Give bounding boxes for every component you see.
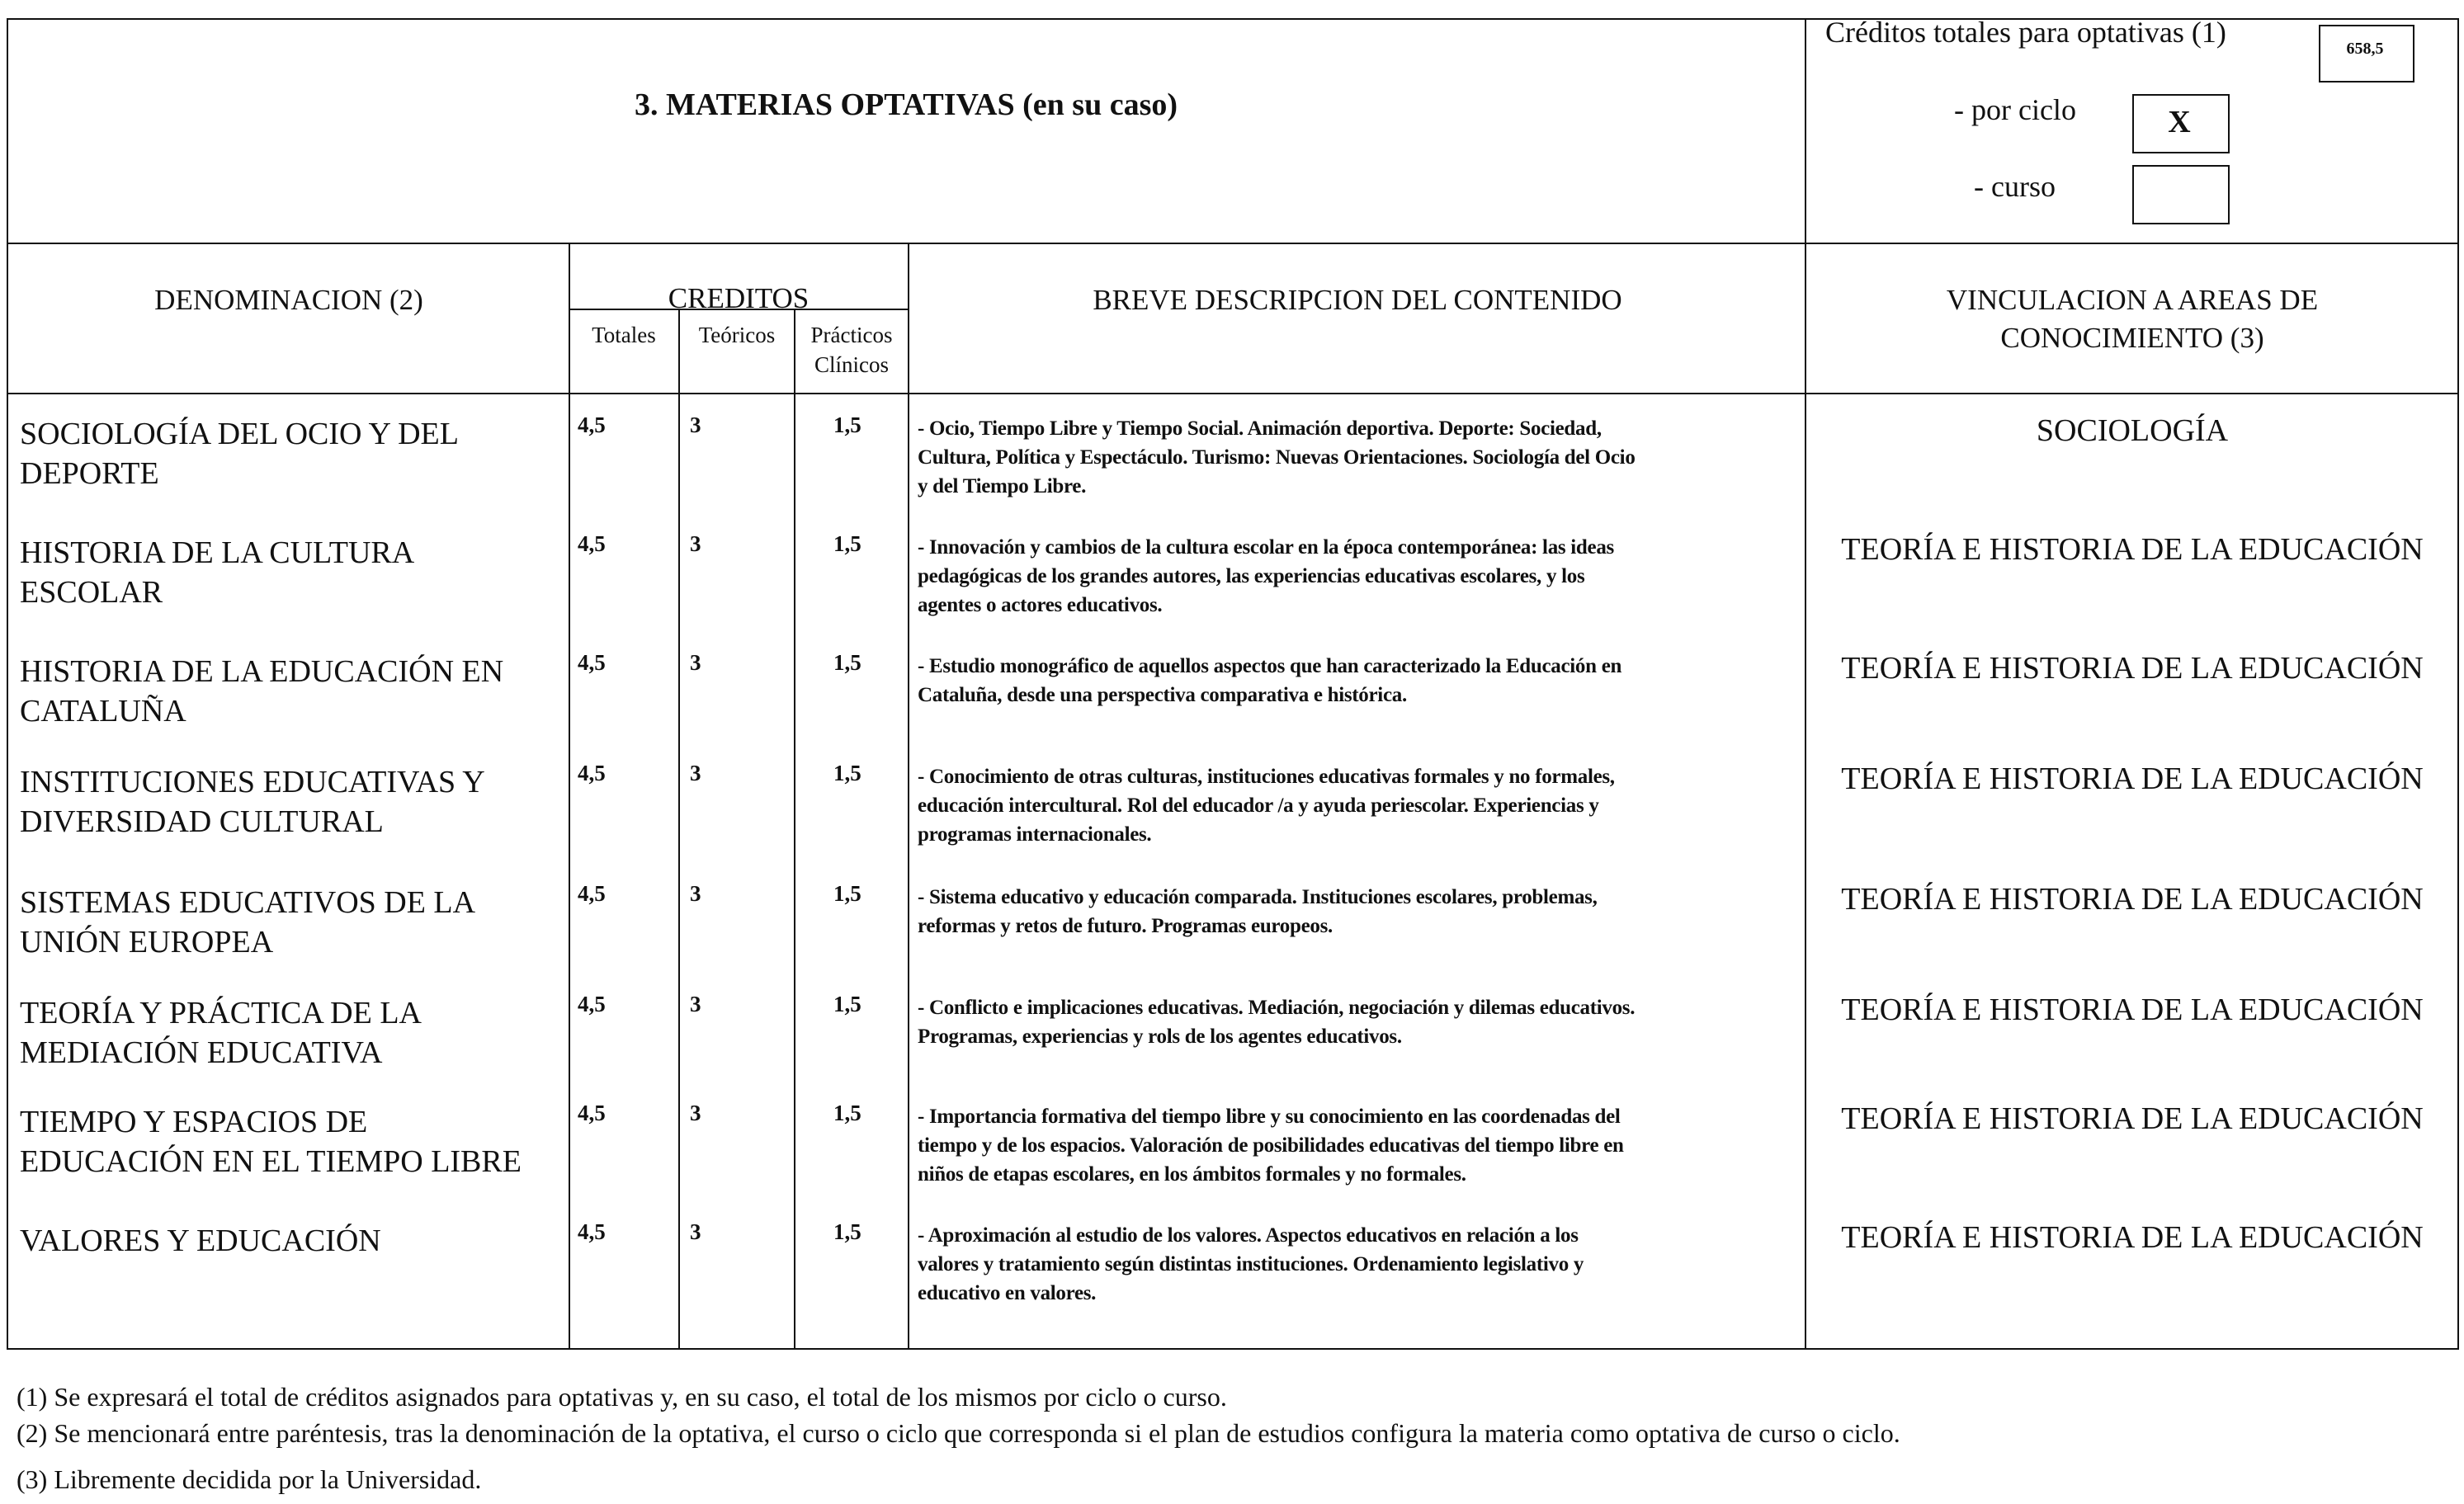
credits-practicos: 1,5 xyxy=(833,413,861,437)
subject-name-line1: INSTITUCIONES EDUCATIVAS Y xyxy=(20,765,485,799)
description-line3: agentes o actores educativos. xyxy=(918,594,1163,616)
credits-practicos: 1,5 xyxy=(833,1219,861,1244)
credits-teoricos: 3 xyxy=(690,1101,701,1125)
credits-total-label: Créditos totales para optativas (1) xyxy=(1825,16,2226,49)
description-line1: - Sistema educativo y educación comparada. Instituciones escolares, problemas, xyxy=(918,886,1598,908)
credits-totales: 4,5 xyxy=(578,531,606,556)
footnote-2: (2) Se mencionará entre paréntesis, tras la denominación de la optativa, el curso o ciclo que corresponda si el plan de estudios configura la materia como optativa de curso o ciclo. xyxy=(17,1418,1900,1448)
knowledge-area: TEORÍA E HISTORIA DE LA EDUCACIÓN xyxy=(1841,532,2424,567)
credits-total-value: 658,5 xyxy=(2346,40,2384,58)
description-line2: Programas, experiencias y rols de los agentes educativos. xyxy=(918,1025,1402,1048)
subject-name-line1: SOCIOLOGÍA DEL OCIO Y DEL xyxy=(20,417,459,451)
credits-totales: 4,5 xyxy=(578,1101,606,1125)
credits-practicos: 1,5 xyxy=(833,992,861,1016)
description-line1: - Aproximación al estudio de los valores. Aspectos educativos en relación a los xyxy=(918,1224,1579,1247)
credits-teoricos: 3 xyxy=(690,650,701,675)
header-practicos: Prácticos xyxy=(810,323,893,347)
header-teoricos: Teóricos xyxy=(698,323,776,347)
credits-totales: 4,5 xyxy=(578,413,606,437)
header-totales: Totales xyxy=(592,323,656,347)
header-vinculacion-line1: VINCULACION A AREAS DE xyxy=(1946,284,2319,316)
subject-name-line2: DIVERSIDAD CULTURAL xyxy=(20,804,384,839)
description-line3: educativo en valores. xyxy=(918,1282,1097,1304)
knowledge-area: TEORÍA E HISTORIA DE LA EDUCACIÓN xyxy=(1841,882,2424,917)
credits-teoricos: 3 xyxy=(690,413,701,437)
subject-name-line2: MEDIACIÓN EDUCATIVA xyxy=(20,1035,383,1070)
footnote-1: (1) Se expresará el total de créditos asignados para optativas y, en su caso, el total de los mismos por ciclo o curso. xyxy=(17,1382,1227,1412)
subject-name-line1: TIEMPO Y ESPACIOS DE xyxy=(20,1105,368,1139)
per-course-box xyxy=(2132,165,2230,224)
description-line2: valores y tratamiento según distintas instituciones. Ordenamiento legislativo y xyxy=(918,1253,1584,1275)
header-descripcion: BREVE DESCRIPCION DEL CONTENIDO xyxy=(1093,284,1622,316)
description-line1: - Importancia formativa del tiempo libre y su conocimiento en las coordenadas del xyxy=(918,1106,1621,1128)
header-denominacion: DENOMINACION (2) xyxy=(154,284,423,316)
subject-name-line1: VALORES Y EDUCACIÓN xyxy=(20,1223,381,1258)
per-course-label: - curso xyxy=(1974,170,2056,203)
header-vinculacion-line2: CONOCIMIENTO (3) xyxy=(2000,322,2264,354)
credits-teoricos: 3 xyxy=(690,761,701,785)
knowledge-area: TEORÍA E HISTORIA DE LA EDUCACIÓN xyxy=(1841,651,2424,686)
header-creditos: CREDITOS xyxy=(668,282,810,314)
credits-practicos: 1,5 xyxy=(833,881,861,906)
knowledge-area: TEORÍA E HISTORIA DE LA EDUCACIÓN xyxy=(1841,1101,2424,1136)
subject-name-line2: UNIÓN EUROPEA xyxy=(20,925,274,959)
section-title: 3. MATERIAS OPTATIVAS (en su caso) xyxy=(634,87,1178,122)
credits-teoricos: 3 xyxy=(690,881,701,906)
per-cycle-label: - por ciclo xyxy=(1954,93,2076,126)
description-line3: niños de etapas escolares, en los ámbitos formales y no formales. xyxy=(918,1163,1466,1186)
subject-name-line1: TEORÍA Y PRÁCTICA DE LA xyxy=(20,996,422,1030)
description-line1: - Conocimiento de otras culturas, instituciones educativas formales y no formales, xyxy=(918,766,1615,788)
description-line2: tiempo y de los espacios. Valoración de posibilidades educativas del tiempo libre en xyxy=(918,1134,1624,1157)
subject-name-line1: HISTORIA DE LA CULTURA xyxy=(20,535,415,570)
description-line2: reformas y retos de futuro. Programas europeos. xyxy=(918,915,1333,937)
credits-totales: 4,5 xyxy=(578,1219,606,1244)
subject-name-line1: SISTEMAS EDUCATIVOS DE LA xyxy=(20,885,476,920)
credits-totales: 4,5 xyxy=(578,761,606,785)
credits-totales: 4,5 xyxy=(578,881,606,906)
description-line1: - Innovación y cambios de la cultura escolar en la época contemporánea: las ideas xyxy=(918,536,1614,559)
credits-totales: 4,5 xyxy=(578,650,606,675)
description-line1: - Estudio monográfico de aquellos aspectos que han caracterizado la Educación en xyxy=(918,655,1622,677)
description-line1: - Conflicto e implicaciones educativas. Mediación, negociación y dilemas educativos. xyxy=(918,997,1636,1019)
description-line1: - Ocio, Tiempo Libre y Tiempo Social. Animación deportiva. Deporte: Sociedad, xyxy=(918,417,1602,440)
subject-name-line2: ESCOLAR xyxy=(20,575,163,610)
knowledge-area: TEORÍA E HISTORIA DE LA EDUCACIÓN xyxy=(1841,761,2424,796)
credits-practicos: 1,5 xyxy=(833,531,861,556)
description-line2: Cataluña, desde una perspectiva comparativa e histórica. xyxy=(918,684,1407,706)
credits-totales: 4,5 xyxy=(578,992,606,1016)
description-line3: y del Tiempo Libre. xyxy=(918,475,1087,497)
credits-teoricos: 3 xyxy=(690,992,701,1016)
description-line2: pedagógicas de los grandes autores, las experiencias educativas escolares, y los xyxy=(918,565,1585,587)
credits-practicos: 1,5 xyxy=(833,761,861,785)
subject-name-line2: EDUCACIÓN EN EL TIEMPO LIBRE xyxy=(20,1144,522,1179)
description-line2: educación intercultural. Rol del educador /a y ayuda periescolar. Experiencias y xyxy=(918,794,1599,817)
credits-teoricos: 3 xyxy=(690,531,701,556)
knowledge-area: TEORÍA E HISTORIA DE LA EDUCACIÓN xyxy=(1841,992,2424,1027)
description-line2: Cultura, Política y Espectáculo. Turismo: Nuevas Orientaciones. Sociología del Ocio xyxy=(918,446,1636,469)
credits-practicos: 1,5 xyxy=(833,1101,861,1125)
knowledge-area: TEORÍA E HISTORIA DE LA EDUCACIÓN xyxy=(1841,1220,2424,1255)
per-cycle-mark: X xyxy=(2168,105,2191,139)
credits-practicos: 1,5 xyxy=(833,650,861,675)
knowledge-area: SOCIOLOGÍA xyxy=(2036,413,2229,448)
footnote-3: (3) Libremente decidida por la Universidad. xyxy=(17,1464,482,1494)
subject-name-line2: CATALUÑA xyxy=(20,694,186,728)
subject-name-line2: DEPORTE xyxy=(20,456,159,491)
description-line3: programas internacionales. xyxy=(918,823,1152,846)
header-clinicos: Clínicos xyxy=(814,352,889,377)
credits-teoricos: 3 xyxy=(690,1219,701,1244)
subject-name-line1: HISTORIA DE LA EDUCACIÓN EN xyxy=(20,654,504,689)
